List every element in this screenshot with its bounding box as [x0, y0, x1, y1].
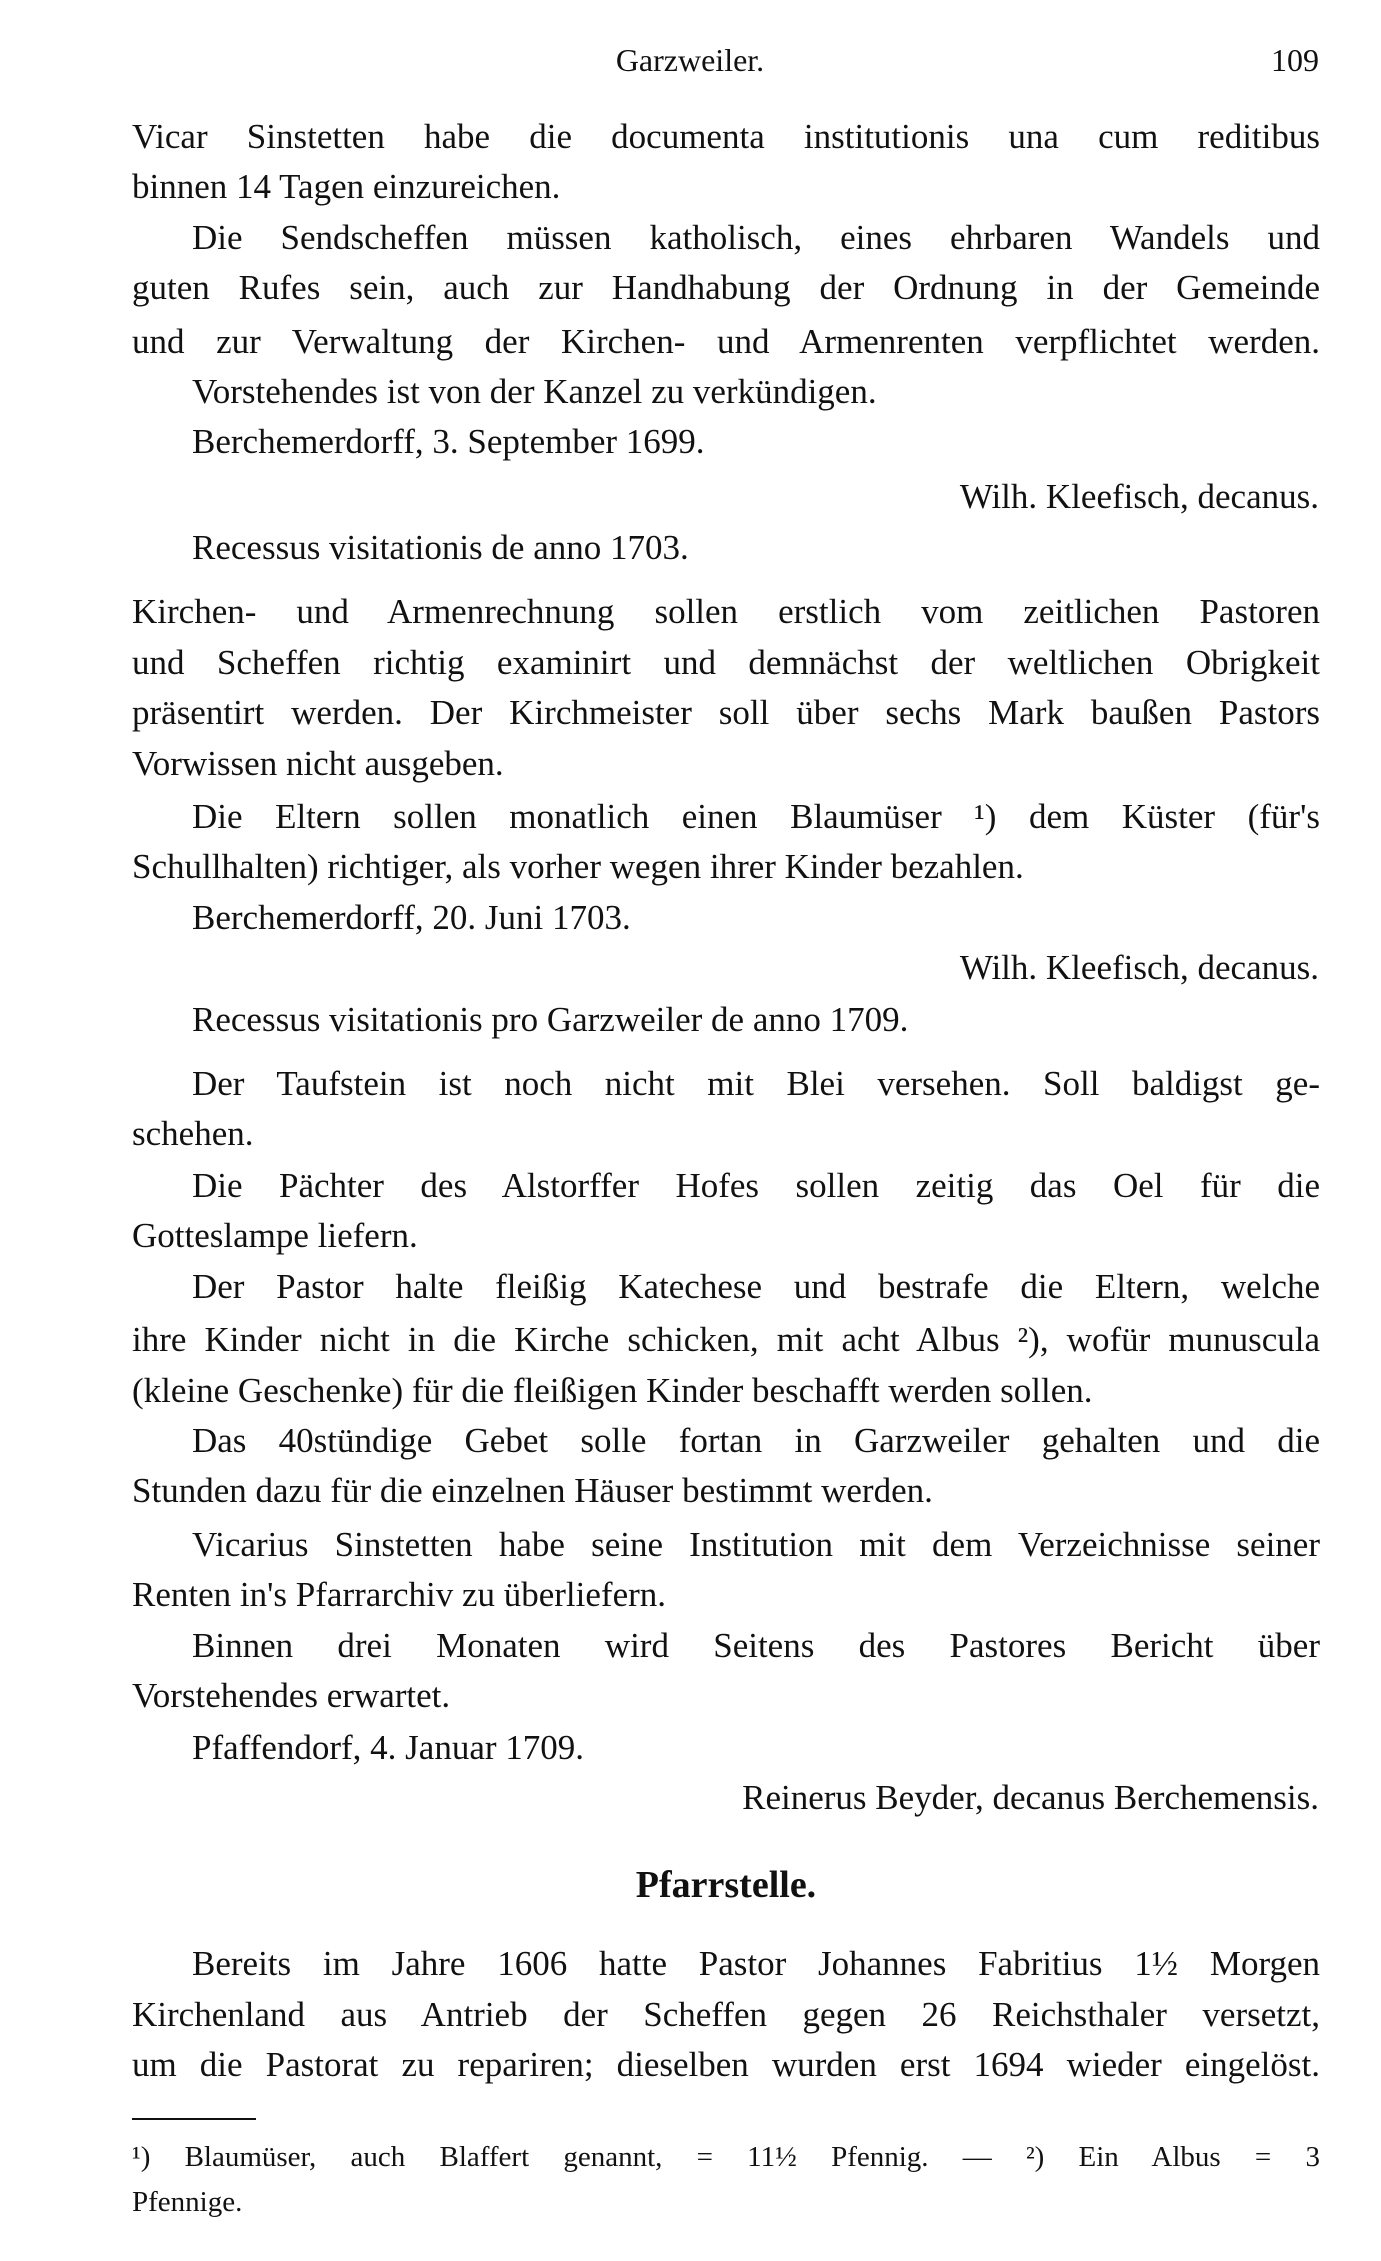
text-line: Vorstehendes erwartet. [132, 1676, 451, 1716]
text-line: und zur Verwaltung der Kirchen- und Armenrenten verpflichtet werden. [132, 321, 1320, 361]
text-line: und Scheffen richtig examinirt und demnächst der weltlichen Obrigkeit [132, 642, 1320, 682]
section-heading: Pfarrstelle. [635, 1863, 817, 1906]
footnote-rule [132, 2118, 256, 2120]
text-line: Berchemerdorff, 20. Juni 1703. [192, 897, 631, 937]
text-line: Die Sendscheffen müssen katholisch, eines ehrbaren Wandels und [192, 217, 1320, 257]
text-line: Das 40stündige Gebet solle fortan in Garzweiler gehalten und die [192, 1421, 1320, 1460]
text-line: Renten in's Pfarrarchiv zu überliefern. [132, 1575, 667, 1615]
text-line: Vorwissen nicht ausgeben. [132, 743, 504, 783]
text-line: Gotteslampe liefern. [132, 1216, 418, 1256]
text-line: Die Eltern sollen monatlich einen Blaumüser ¹) dem Küster (für's [192, 797, 1320, 837]
text-line: Berchemerdorff, 3. September 1699. [192, 422, 705, 462]
text-line: Vicar Sinstetten habe die documenta institutionis una cum reditibus [132, 116, 1320, 156]
text-line: um die Pastorat zu repariren; dieselben wurden erst 1694 wieder eingelöst. [132, 2044, 1320, 2084]
text-line: binnen 14 Tagen einzureichen. [132, 167, 561, 207]
running-title: Garzweiler. [615, 42, 765, 78]
text-line: Der Taufstein ist noch nicht mit Blei versehen. Soll baldigst ge- [192, 1063, 1320, 1103]
text-line: Pfennige. [132, 2185, 243, 2218]
text-line: schehen. [132, 1114, 254, 1154]
text-line: (kleine Geschenke) für die fleißigen Kinder beschafft werden sollen. [132, 1370, 1093, 1410]
page-number: 109 [1271, 42, 1319, 78]
text-line: ¹) Blaumüser, auch Blaffert genannt, = 11½ Pfennig. — ²) Ein Albus = 3 [132, 2141, 1320, 2174]
text-line: Der Pastor halte fleißig Katechese und bestrafe die Eltern, welche [192, 1266, 1320, 1306]
text-line: Pfaffendorf, 4. Januar 1709. [192, 1727, 585, 1767]
text-line: ihre Kinder nicht in die Kirche schicken, mit acht Albus ²), wofür munuscula [132, 1320, 1320, 1360]
text-line: Schullhalten) richtiger, als vorher wegen ihrer Kinder bezahlen. [132, 847, 1024, 887]
text-line: Binnen drei Monaten wird Seitens des Pastores Bericht über [192, 1625, 1320, 1665]
text-line: Vicarius Sinstetten habe seine Institution mit dem Verzeichnisse seiner [192, 1524, 1320, 1564]
text-line: Kirchenland aus Antrieb der Scheffen gegen 26 Reichsthaler versetzt, [132, 1994, 1320, 2034]
text-line: Kirchen- und Armenrechnung sollen erstlich vom zeitlichen Pastoren [132, 592, 1320, 632]
text-line: Recessus visitationis de anno 1703. [192, 527, 689, 567]
signature-line: Wilh. Kleefisch, decanus. [959, 948, 1319, 988]
text-line: präsentirt werden. Der Kirchmeister soll über sechs Mark baußen Pastors [132, 693, 1320, 733]
text-line: guten Rufes sein, auch zur Handhabung der Ordnung in der Gemeinde [132, 268, 1320, 308]
text-line: Bereits im Jahre 1606 hatte Pastor Johannes Fabritius 1½ Morgen [192, 1944, 1320, 1984]
text-line: Die Pächter des Alstorffer Hofes sollen zeitig das Oel für die [192, 1165, 1320, 1205]
text-line: Stunden dazu für die einzelnen Häuser bestimmt werden. [132, 1471, 933, 1511]
signature-line: Reinerus Beyder, decanus Berchemensis. [742, 1778, 1319, 1818]
text-line: Vorstehendes ist von der Kanzel zu verkündigen. [192, 371, 877, 411]
signature-line: Wilh. Kleefisch, decanus. [959, 477, 1319, 517]
text-line: Recessus visitationis pro Garzweiler de anno 1709. [192, 1000, 909, 1040]
